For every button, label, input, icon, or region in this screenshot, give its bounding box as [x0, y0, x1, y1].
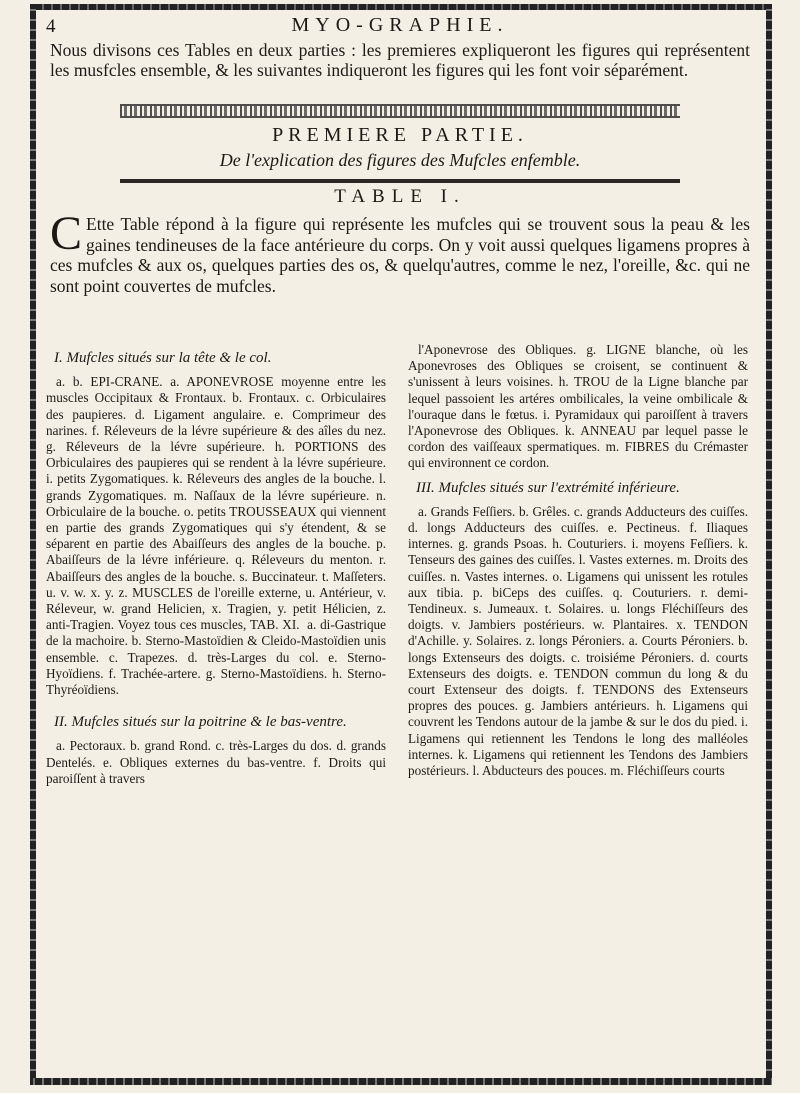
page-header — [46, 14, 754, 38]
ornamental-band — [120, 104, 680, 118]
section-text-head-neck: a. b. EPI-CRANE. a. APONEVROSE moyenne entre les muscles Occipitaux & Frontaux. b. Frontaux. c. Orbiculaires des paupieres. d. Ligament angulaire. e. Comprimeur des narines. f. Réleveurs de la lévre supérieure & des aîles du nez. g. Réleveurs de la lévre supérieure. h. PORTIONS des Orbiculaires des paupieres qui se rendent à la lévre supérieure. i. petits Zygomatiques. k. Réleveurs des angles de la bouche. l. grands Zygomatiques. m. Naſſaux de la lévre supérieure. n. Orbiculaire de la bouche. o. petits TROUSSEAUX qui viennent en partie des grands Zygomatiques qui s'y étendent, & se séparent en partie des Abaiſſeurs des angles de la bouche. p. Abaiſſeurs de la lévre inférieure. q. Réleveurs du menton. r. Abaiſſeurs des angles de la bouche. s. Buccinateur. t. Maſſeters. u. v. w. x. y. z. MUSCLES de l'oreille externe, u. Antérieur, v. Réleveur, w. grand Helicien, x. Tragien, y. petit Hélicien, z. anti-Tragien. Voyez tous ces muscles, TAB. XI. a. di-Gastrique de la machoire. b. Sterno-Mastoïdien & Cleido-Mastoïdien unis ensemble. c. Trapezes. d. très-Larges du col. e. Sterno-Hyoïdiens. f. Trachée-artere. g. Sterno-Mastoïdiens. h. Sterno-Thyréoïdiens. — [46, 374, 386, 698]
page-border-top — [30, 4, 772, 10]
table-lead-paragraph — [50, 207, 750, 296]
part-title: PREMIERE PARTIE. — [272, 124, 528, 146]
page-number: 4 — [46, 16, 56, 37]
table-title: TABLE I. — [334, 186, 466, 207]
right-column — [408, 342, 748, 779]
section-heading-lower-limb: III. Mufcles situés sur l'extrémité inférieure. — [416, 479, 680, 496]
section-text-lower-limb: a. Grands Feſſiers. b. Grêles. c. grands Adducteurs des cuiſſes. d. longs Adducteurs des cuiſſes. e. Pectineus. f. Iliaques internes. g. grands Psoas. h. Couturiers. i. moyens Feſſiers. k. Tenseurs des gaines des cuiſſes. l. Vastes externes. m. Droits des cuiſſes. n. Vastes internes. o. Ligamens qui unissent les rotules aux tibia. p. biCeps des cuiſſes. q. Couturiers. r. demi-Tendineux. s. Jumeaux. t. Solaires. u. longs Fléchiſſeurs des doigts. v. Jambiers postérieurs. w. Plantaires. x. TENDON d'Achille. y. Solaires. z. longs Péroniers. a. Courts Péroniers. b. longs Extenseurs des doigts. c. troisiéme Péroniers. d. courts Extenseurs des doigts. e. TENDON commun du long & du court Extenseur des doigts. f. TENDONS des Extenseurs propres des pouces. g. Jambiers antérieurs. h. Ligamens qui couvrent les Tendons autour de la jambe & sur le dos du pied. i. Ligamens qui retiennent les Tendons le long des malléoles internes. k. Ligamens qui retiennent les Tendons des Jambiers postérieurs. l. Abducteurs des pouces. m. Fléchiſſeurs courts — [408, 503, 748, 779]
section-heading-head-neck: I. Mufcles situés sur la tête & le col. — [54, 350, 272, 366]
section-text-chest-abdomen: a. Pectoraux. b. grand Rond. c. très-Larges du dos. d. grands Dentelés. e. Obliques externes du bas-ventre. f. Droits qui paroiſſent à travers — [46, 738, 386, 786]
left-column — [46, 342, 386, 787]
part-subtitle: De l'explication des figures des Mufcles enfemble. — [219, 150, 581, 170]
heading-rule — [120, 179, 680, 183]
running-head: MYO-GRAPHIE. — [291, 14, 509, 36]
lead-text: Ette Table répond à la figure qui représente les mufcles qui se trouvent sous la peau & les gaines tendineuses de la face antérieure du corps. On y voit aussi quelques ligamens propres à ces mufcles & aux os, quelques parties des os, & quelqu'autres, comme le nez, l'oreille, &c. qui ne sont point couvertes de mufcles. — [50, 214, 750, 296]
page-border-bottom — [30, 1078, 772, 1085]
section-heading-chest-abdomen: II. Mufcles situés sur la poitrine & le bas-ventre. — [54, 714, 347, 731]
intro-paragraph: Nous divisons ces Tables en deux parties : les premieres expliqueront les figures qui représentent les musfcles ensemble, & les suivantes indiqueront les figures qui les font voir séparément. — [50, 40, 750, 80]
drop-cap: C — [50, 207, 83, 260]
section-text-chest-abdomen-continued: l'Aponevrose des Obliques. g. LIGNE blanche, où les Aponevroses des Obliques se croisent, se continuent & s'unissent à leurs voisines. h. TROU de la Ligne blanche par lequel passoient les artéres ombilicales, la veine ombilicale & l'ouraque dans le fœtus. i. Pyramidaux qui paroiſſent à travers l'Aponevrose des Obliques. k. ANNEAU par lequel passe le cordon des vaiſſeaux spermatiques. m. FIBRES du Crémaster qui environnent ce cordon. — [408, 342, 748, 471]
